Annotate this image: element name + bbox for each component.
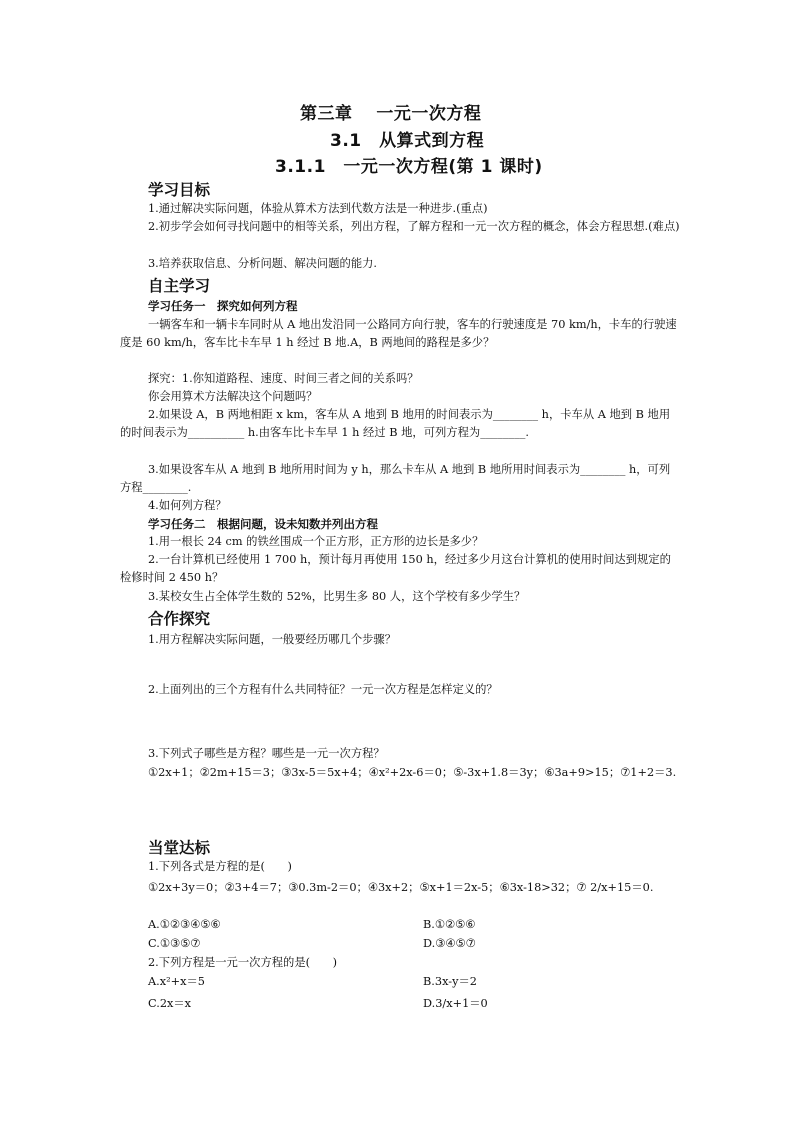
practice-q1-option-d: D.③④⑤⑦: [423, 937, 476, 950]
task1-title: 学习任务一 探究如何列方程: [148, 299, 298, 313]
practice-q1: 1.下列各式是方程的是( ): [148, 860, 292, 873]
practice-q1-option-c: C.①③⑤⑦: [148, 937, 201, 950]
section-title: 3.1 从算式到方程: [330, 131, 485, 151]
practice-q2-option-a: A.x²+x＝5: [148, 975, 205, 988]
objective-item: 1.通过解决实际问题，体验从算术方法到代数方法是一种进步.(重点): [148, 202, 488, 215]
lesson-title: 3.1.1 一元一次方程(第 1 课时): [275, 157, 543, 177]
practice-q1-items: ①2x+3y＝0；②3+4＝7；③0.3m-2＝0；④3x+2；⑤x+1＝2x-5；⑥3x-18>32；⑦ 2/x+15＝0.: [148, 881, 654, 894]
cooperation-q3-items: ①2x+1；②2m+15＝3；③3x-5＝5x+4；④x²+2x-6＝0；⑤-3x+1.8＝3y；⑥3a+9>15；⑦1+2＝3.: [148, 766, 677, 779]
practice-q1-option-a: A.①②③④⑤⑥: [148, 918, 221, 931]
chapter-title: 第三章 一元一次方程: [300, 104, 482, 124]
task2-title: 学习任务二 根据问题，设未知数并列出方程: [148, 517, 378, 531]
task1-q3: 3.如果设客车从 A 地到 B 地所用时间为 y h，那么卡车从 A 地到 B 地所用时间表示为________ h，可列方程________.: [120, 463, 671, 494]
task1-q1a: 探究：1.你知道路程、速度、时间三者之间的关系吗？: [148, 372, 419, 385]
practice-q2-option-b: B.3x-y＝2: [423, 975, 477, 988]
practice-q2: 2.下列方程是一元一次方程的是( ): [148, 956, 338, 969]
practice-q1-option-b: B.①②⑤⑥: [423, 918, 476, 931]
task2-q3: 3.某校女生占全体学生数的 52%，比男生多 80 人，这个学校有多少学生？: [148, 590, 526, 603]
objective-item: 2.初步学会如何寻找问题中的相等关系，列出方程，了解方程和一元一次方程的概念，体会方程思想.(难点): [148, 220, 680, 233]
practice-heading: 当堂达标: [148, 839, 211, 857]
task1-q4: 4.如何列方程？: [148, 499, 227, 512]
task1-q1b: 你会用算术方法解决这个问题吗？: [148, 390, 318, 403]
task2-q1: 1.用一根长 24 cm 的铁丝围成一个正方形，正方形的边长是多少？: [148, 535, 484, 548]
practice-q2-option-c: C.2x＝x: [148, 997, 192, 1010]
cooperation-heading: 合作探究: [148, 610, 211, 628]
cooperation-q2: 2.上面列出的三个方程有什么共同特征？一元一次方程是怎样定义的？: [148, 683, 498, 696]
task1-problem: 一辆客车和一辆卡车同时从 A 地出发沿同一公路同方向行驶，客车的行驶速度是 70 km/h，卡车的行驶速度是 60 km/h，客车比卡车早 1 h 经过 B 地.A，B 两地间的路程是多少？: [120, 318, 677, 349]
objective-item: 3.培养获取信息、分析问题、解决问题的能力.: [148, 257, 378, 270]
self-study-heading: 自主学习: [148, 277, 211, 295]
practice-q2-option-d: D.3/x+1＝0: [423, 997, 488, 1010]
cooperation-q3: 3.下列式子哪些是方程？哪些是一元一次方程？: [148, 747, 385, 760]
cooperation-q1: 1.用方程解决实际问题，一般要经历哪几个步骤？: [148, 633, 397, 646]
objectives-heading: 学习目标: [148, 181, 211, 199]
task1-q2: 2.如果设 A，B 两地相距 x km，客车从 A 地到 B 地用的时间表示为________ h，卡车从 A 地到 B 地用的时间表示为__________ h.由客车比卡车早 1 h 经过 B 地，可列方程为________.: [120, 408, 671, 439]
task2-q2: 2.一台计算机已经使用 1 700 h，预计每月再使用 150 h，经过多少月这台计算机的使用时间达到规定的检修时间 2 450 h？: [120, 553, 671, 584]
